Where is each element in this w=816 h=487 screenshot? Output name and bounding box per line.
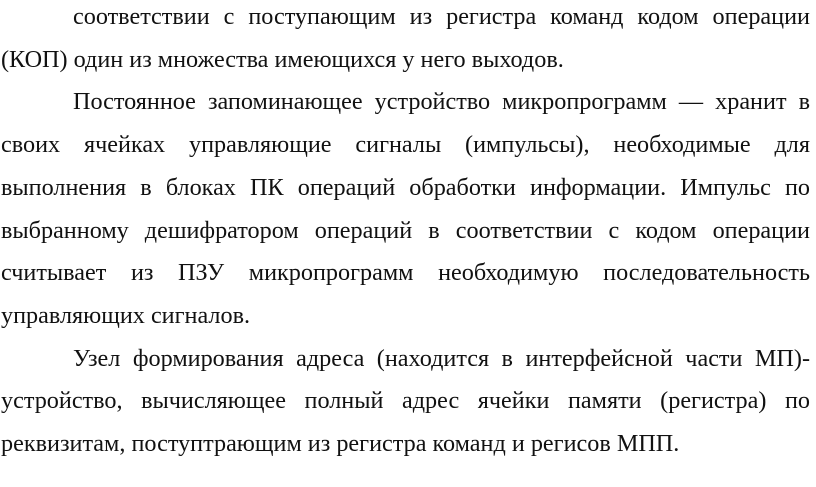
paragraph-microprogram-rom: Постоянное запоминающее устройство микропрограмм — хранит в своих ячейках управляющие сигналы (импульсы), необходимые для выполнения в блоках ПК операций обработки информации. Импульс по выбранному дешифратором операций в соответствии с кодом операции считывает из ПЗУ микропрограмм необходимую последовательность управляющих сигналов. bbox=[1, 88, 810, 329]
paragraph-address-unit: Узел формирования адреса (находится в интерфейсной части МП)- устройство, вычисляющее полный адрес ячейки памяти (регистра) по реквизитам, поступтрающим из регистра команд и регисов МПП. bbox=[1, 344, 810, 458]
paragraph-decoder-continuation: соответствии с поступающим из регистра команд кодом операции (КОП) один из множества имеющихся у него выходов. bbox=[1, 3, 810, 73]
